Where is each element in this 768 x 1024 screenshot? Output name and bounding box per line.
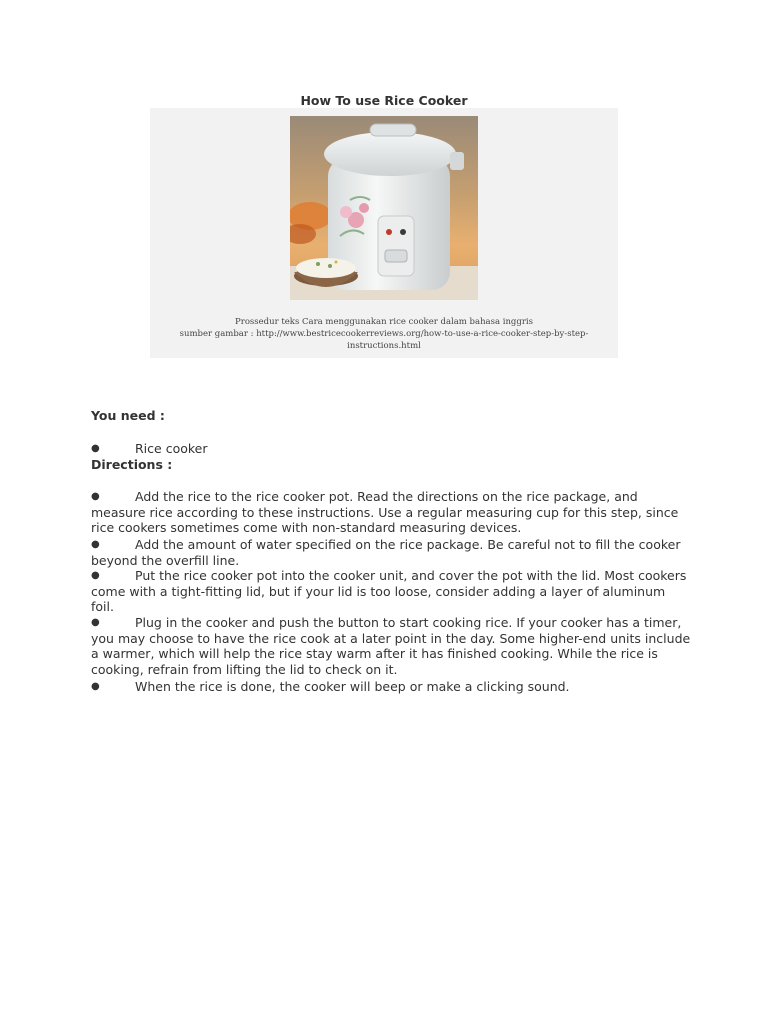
list-item	[91, 441, 691, 457]
rice-cooker-photo	[290, 116, 478, 300]
list-item	[91, 615, 691, 677]
bullet-icon: ●	[91, 443, 100, 454]
figure-caption	[150, 316, 618, 352]
bullet-icon: ●	[91, 570, 100, 581]
list-item	[91, 537, 691, 568]
list-item-text: Add the amount of water specified on the rice package. Be careful not to fill the cooker beyond the overfill line.	[91, 537, 681, 568]
list-item	[91, 568, 691, 615]
directions-heading: Directions :	[91, 457, 173, 472]
list-item-text: Rice cooker	[135, 441, 208, 456]
bullet-icon: ●	[91, 491, 100, 502]
bullet-icon: ●	[91, 539, 100, 550]
list-item	[91, 679, 691, 695]
list-item-text: When the rice is done, the cooker will beep or make a clicking sound.	[135, 679, 570, 694]
list-item-text: Plug in the cooker and push the button to start cooking rice. If your cooker has a timer, you may choose to have the rice cook at a later point in the day. Some higher-end units include a warmer, which will help the rice stay warm after it has finished cooking. While the rice is cooking, refrain from lifting the lid to check on it.	[91, 615, 691, 677]
page-title: How To use Rice Cooker	[300, 93, 468, 108]
caption-line: Prossedur teks Cara menggunakan rice cooker dalam bahasa inggris	[235, 317, 533, 327]
bullet-icon: ●	[91, 681, 100, 692]
caption-source-link[interactable]: sumber gambar : http://www.bestricecookerreviews.org/how-to-use-a-rice-cooker-step-by-step-	[179, 329, 589, 339]
list-item-text: Add the rice to the rice cooker pot. Read the directions on the rice package, and measure rice according to these instructions. Use a regular measuring cup for this step, since rice cookers sometimes come with non-standard measuring devices.	[91, 489, 679, 536]
bullet-icon: ●	[91, 617, 100, 628]
you-need-heading: You need :	[91, 408, 165, 423]
list-item-text: Put the rice cooker pot into the cooker unit, and cover the pot with the lid. Most cookers come with a tight-fitting lid, but if your lid is too loose, consider adding a layer of aluminum foil.	[91, 568, 687, 615]
list-item	[91, 489, 691, 536]
caption-source-link-cont[interactable]: instructions.html	[347, 341, 421, 351]
figure	[150, 108, 618, 358]
